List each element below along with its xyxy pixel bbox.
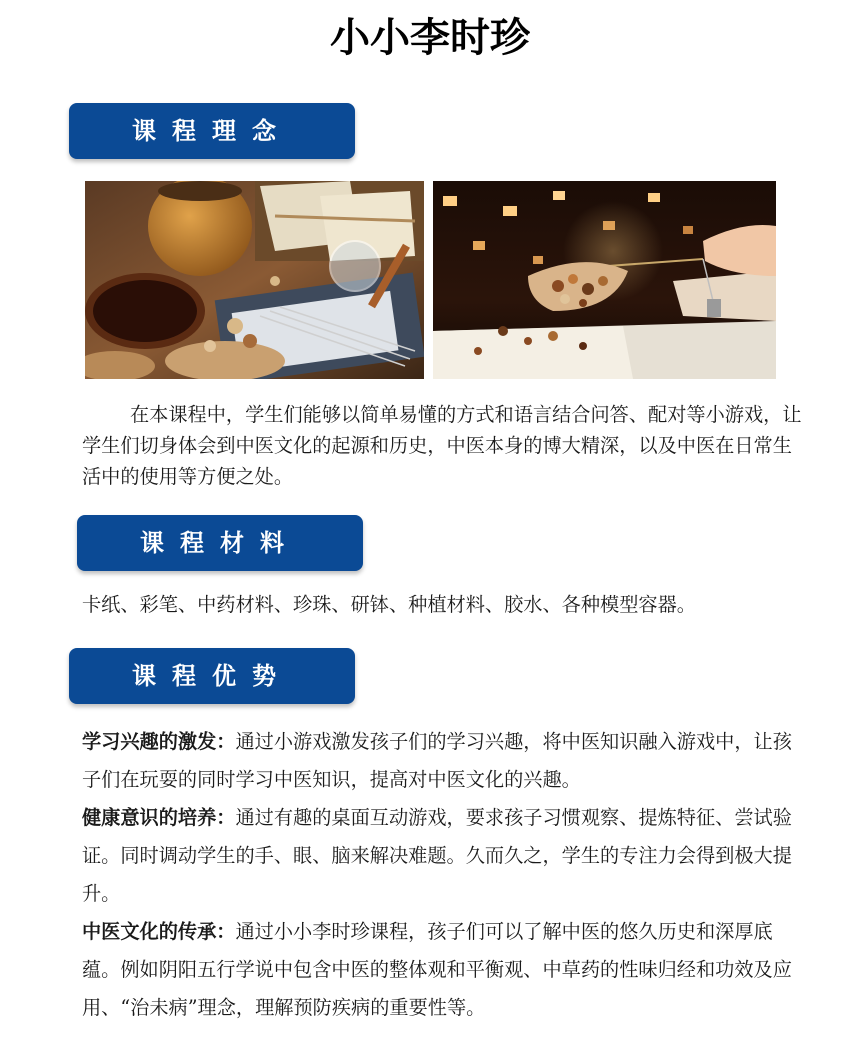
herbal-medicine-still-life-photo xyxy=(85,181,424,379)
advantage-heading: 健康意识的培养： xyxy=(82,806,236,829)
advantage-health-awareness xyxy=(82,799,802,913)
advantage-heading: 学习兴趣的激发： xyxy=(82,730,236,753)
advantage-heading: 中医文化的传承： xyxy=(82,920,236,943)
advantage-text: 通过小游戏激发孩子们的学习兴趣，将中医知识融入游戏中，让孩子们在玩耍的同时学习中医知识，提高对中医文化的兴趣。 xyxy=(82,730,792,791)
herb-weighing-scale-photo xyxy=(433,181,776,379)
philosophy-paragraph: 在本课程中，学生们能够以简单易懂的方式和语言结合问答、配对等小游戏，让学生们切身体会到中医文化的起源和历史，中医本身的博大精深，以及中医在日常生活中的使用等方便之处。 xyxy=(82,403,802,488)
section-header-advantages: 课程优势 xyxy=(69,648,355,704)
page-title: 小小李时珍 xyxy=(330,15,530,61)
advantage-text: 通过小小李时珍课程，孩子们可以了解中医的悠久历史和深厚底蕴。例如阴阳五行学说中包含中医的整体观和平衡观、中草药的性味归经和功效及应用、“治未病”理念，理解预防疾病的重要性等。 xyxy=(82,920,792,1019)
advantage-culture-heritage xyxy=(82,913,802,1027)
materials-paragraph: 卡纸、彩笔、中药材料、珍珠、研钵、种植材料、胶水、各种模型容器。 xyxy=(82,593,696,616)
advantage-text: 通过有趣的桌面互动游戏，要求孩子习惯观察、提炼特征、尝试验证。同时调动学生的手、眼、脑来解决难题。久而久之，学生的专注力会得到极大提升。 xyxy=(82,806,792,905)
section-header-philosophy: 课程理念 xyxy=(69,103,355,159)
advantage-interest xyxy=(82,723,802,799)
section-header-materials: 课程材料 xyxy=(77,515,363,571)
